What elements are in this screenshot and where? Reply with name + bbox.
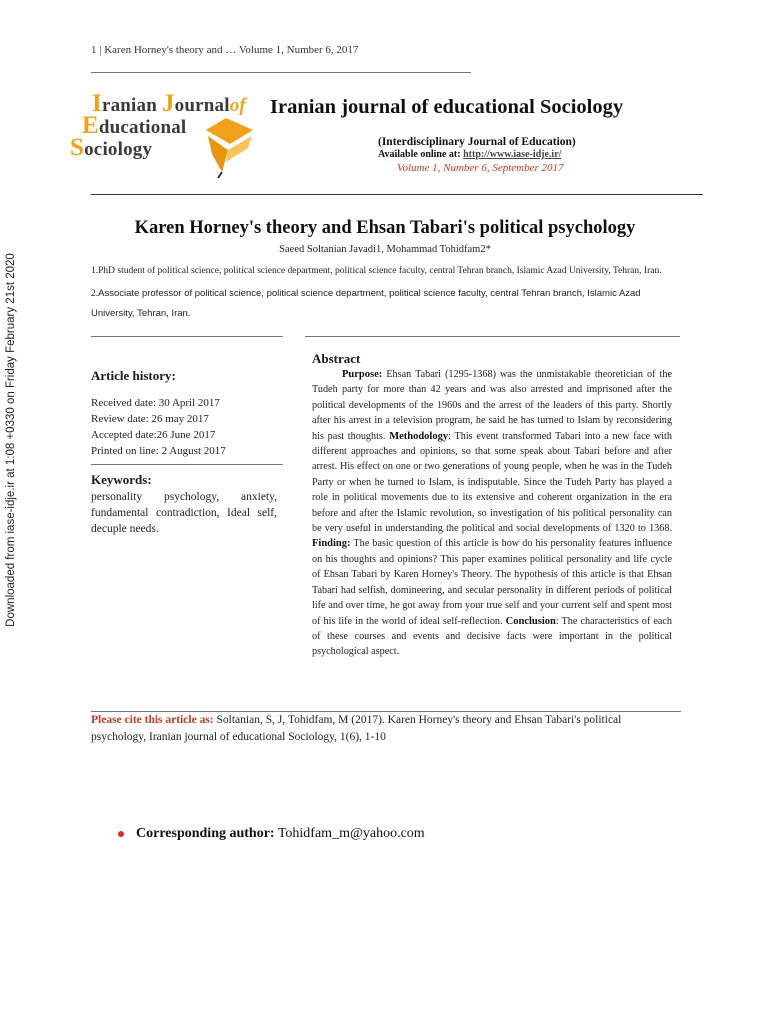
- affiliation-1: 1.PhD student of political science, political science department, political science faculty, central Tehran branch, Islamic Azad University, Tehran, Iran.: [91, 266, 662, 276]
- affiliation-2: 2.Associate professor of political science, political science department, political science faculty, central Tehran branch, Islamic Azad University, Tehran, Iran.: [91, 288, 641, 319]
- masthead-rule: [91, 194, 703, 195]
- corresponding-email[interactable]: Tohidfam_m@yahoo.com: [274, 826, 425, 841]
- accepted-date: Accepted date:26 June 2017: [91, 429, 216, 441]
- citation: Please cite this article as: Soltanian, S, J, Tohidfam, M (2017). Karen Horney's theory and Ehsan Tabari's political psychology, Iranian journal of educational Sociology, 1(6), 1-10: [91, 714, 622, 743]
- paper-title: Karen Horney's theory and Ehsan Tabari's political psychology: [134, 218, 636, 238]
- download-watermark: Downloaded from iase-idje.ir at 1:08 +0330 on Friday February 21st 2020: [5, 253, 17, 627]
- article-history-heading: Article history:: [91, 368, 176, 383]
- keywords-text: personality psychology, anxiety, fundamental contradiction, Ideal self, decuple needs.: [91, 491, 277, 535]
- journal-logo: Iranian Journalof Educational Sociology: [70, 90, 270, 185]
- journal-online: Available online at: http://www.iase-idje.ir/: [378, 149, 562, 160]
- bullet-icon: [117, 830, 125, 838]
- printed-date: Printed on line: 2 August 2017: [91, 445, 226, 457]
- article-history-list: [91, 395, 226, 459]
- journal-url-link[interactable]: http://www.iase-idje.ir/: [463, 149, 562, 160]
- journal-subtitle: (Interdisciplinary Journal of Education): [378, 136, 576, 148]
- journal-title: Iranian journal of educational Sociology: [270, 96, 624, 118]
- received-date: Received date: 30 April 2017: [91, 397, 220, 409]
- pen-book-icon: [198, 110, 258, 180]
- header-rule: [91, 72, 471, 73]
- journal-volume: Volume 1, Number 6, September 2017: [397, 162, 564, 174]
- running-head: 1 | Karen Horney's theory and … Volume 1, Number 6, 2017: [91, 44, 359, 56]
- right-column-rule: [305, 336, 680, 337]
- abstract-heading: Abstract: [312, 351, 361, 366]
- keywords-heading: Keywords:: [91, 472, 152, 487]
- history-rule: [91, 464, 283, 465]
- corresponding-author: Corresponding author: Tohidfam_m@yahoo.com: [118, 826, 425, 842]
- review-date: Review date: 26 may 2017: [91, 413, 209, 425]
- abstract-body: Purpose: Ehsan Tabari (1295-1368) was the unmistakable theoretician of the Tudeh party for more than 42 years and was also arrested and imprisoned after the political developments of the 1960s and the arrest of the leaders of this party. Shortly after his arrest in a television program, he said he has turned to Islam by reconsidering his past thoughts. Methodology: This event transformed Tabari into a new face with different approaches and opinions, so that some speak about Tabari before and after arrest. His effect on one or two generations of young people, when he was in the Tudeh Party or when he turned to Islam, is indisputable. Since the Tudeh Party has played a role in political movements due to its extensive and coherent organization in the era before and after the Islamic revolution, so investigation of his political personality can be very useful in understanding the political and social developments of 1320 to 1368. Finding: The basic question of this article is how do his personality features influence on his thoughts and opinions? This paper examines political personality and life cycle of Ehsan Tabari by Karen Horney's Theory. The hypothesis of this article is that Ehsan Tabari had selfish, domineering, and secular personality in different periods of political life and over time, he got away from your true self and your current self and spent most of his life in the world of ideal self-reflection. Conclusion: The characteristics of each of these courses and events and decisive facts were important in the political psychological aspect.: [312, 369, 672, 658]
- left-column-rule: [91, 336, 283, 337]
- author-list: Saeed Soltanian Javadi1, Mohammad Tohidfam2*: [279, 244, 491, 255]
